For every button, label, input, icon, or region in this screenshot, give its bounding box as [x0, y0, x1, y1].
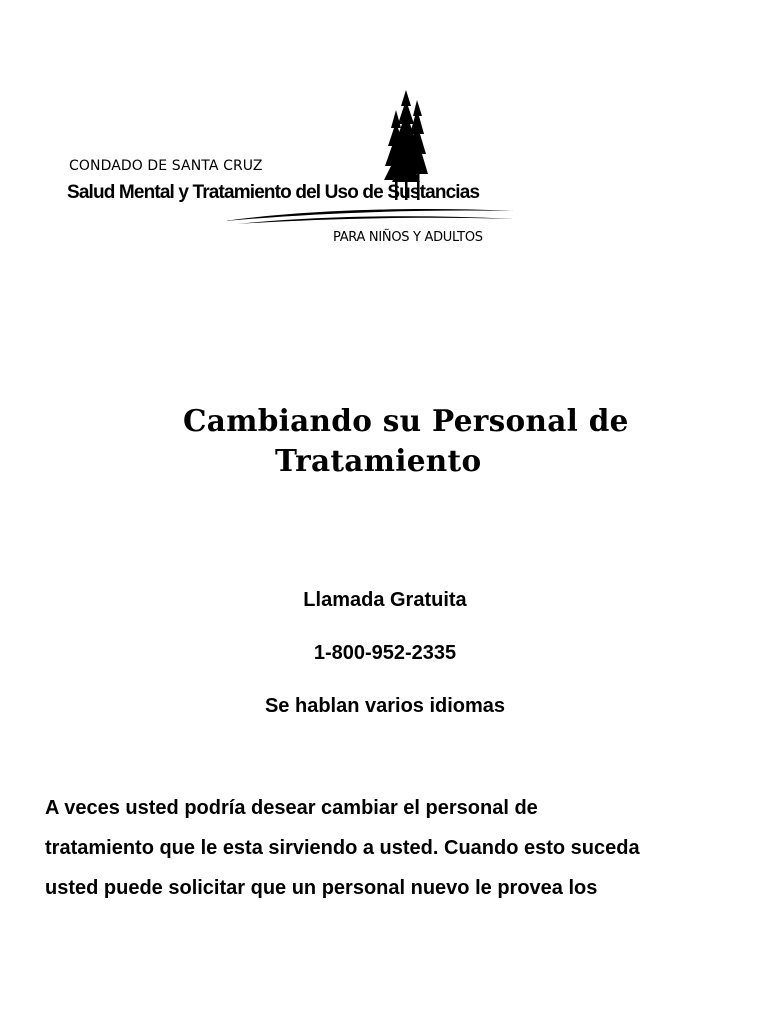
body-line-1: A veces usted podría desear cambiar el personal de [45, 797, 538, 819]
swoosh-graphic [225, 203, 515, 225]
county-logo [0, 0, 770, 260]
title-line-1: Cambiando su Personal de [183, 403, 629, 438]
phone-number: 1-800-952-2335 [313, 642, 457, 664]
logo-county-name: CONDADO DE SANTA CRUZ [69, 158, 263, 174]
body-line-2: tratamiento que le esta sirviendo a usted. Cuando esto suceda [45, 837, 640, 859]
logo-department-name: Salud Mental y Tratamiento del Uso de Sustancias [67, 182, 480, 203]
languages-note: Se hablan varios idiomas [264, 695, 506, 717]
toll-free-label: Llamada Gratuita [303, 589, 467, 611]
logo-tagline: PARA NIÑOS Y ADULTOS [333, 230, 483, 245]
title-line-2: Tratamiento [275, 443, 482, 478]
body-paragraph [45, 788, 745, 908]
body-line-3: usted puede solicitar que un personal nuevo le provea los [45, 877, 598, 899]
document-title [183, 401, 703, 481]
